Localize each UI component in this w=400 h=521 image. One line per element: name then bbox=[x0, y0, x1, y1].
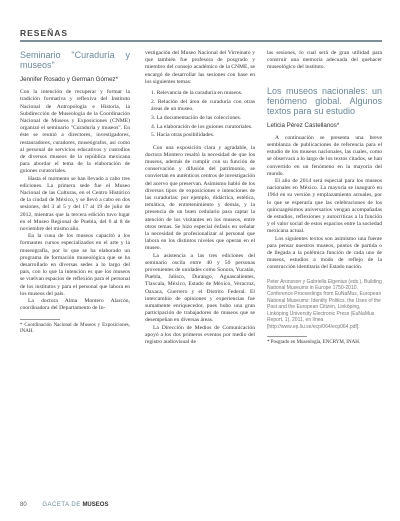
topic-item: 3. La documentación de las colecciones. bbox=[151, 114, 242, 121]
topic-item: 1. Relevancia de la curaduría en museos. bbox=[151, 90, 243, 97]
review2-paragraph: Los siguientes textos son asimismo una fuente para pensar nuestros museos, puntos de partida o de llegada a la polémica función de cada uno de museos, estudios a modo de reflejo de la construcción identitaria del Estado nación. bbox=[267, 235, 382, 271]
column2-intro: vestigación del Museo Nacional del Virreinato y que también fue profesora de posgrado y miembro del consejo académico de la CNME, se encargó de desarrollar las sesiones con base en los siguientes temas: bbox=[145, 50, 255, 85]
review2-title: Los museos nacionales: un fenómeno global. Algunos textos para su estudio bbox=[267, 85, 382, 116]
page-footer bbox=[20, 502, 108, 508]
review1-paragraph: La doctora Alma Montero Alarcón, coordinadora del Departamento de In- bbox=[20, 298, 130, 312]
review2-footnote: * Posgrado en Museología, ENCRYM, INAH. bbox=[267, 339, 361, 345]
review1-footnote: * Coordinación Nacional de Museos y Exposiciones, INAH. bbox=[20, 322, 130, 334]
review1-continuation: las sesiones, lo cual será de gran utilidad para construir una memoria adecuada del quehacer museológico del instituto. bbox=[267, 50, 382, 71]
column-1 bbox=[20, 50, 130, 335]
page-number: 80 bbox=[20, 502, 27, 508]
column2-paragraph: Con una exposición clara y agradable, la doctora Montero resaltó la necesidad de que los museos, además de cumplir con su función de conservación y difusión del patrimonio, se conviertan en auténticos centros de investigación del acervo que preservan. Asimismo habló de los diversos tipos de exposiciones e intenciones de las curadurías: por ejemplo, didáctica, estética, temática, de entretenimiento y demás, y la presencia de un buen cedulario para captar la atención de los visitantes en los museos, entre otros temas. Se hizo especial énfasis en señalar la necesidad de profesionalizar al personal que labora en los distintos niveles que operan en el museo. bbox=[145, 144, 255, 252]
header-rule bbox=[20, 40, 382, 42]
publication-name: MUSEOS bbox=[82, 502, 109, 508]
topics-list bbox=[151, 90, 255, 140]
topic-item: 5. Hacia otras posibilidades. bbox=[151, 132, 215, 139]
review1-title: Seminario "Curaduría y museos" bbox=[20, 50, 130, 70]
column2-paragraph: La asistencia a las tres ediciones del seminario oscila entre 40 y 50 personas provenientes de unidades como Sonora, Yucatán, Puebla, Jalisco, Durango, Aguascalientes, Tlaxcala, México, Estado de México, Veracruz, Oaxaca, Guerrero y el Distrito Federal. El intercambio de opiniones y experiencias fue sumamente enriquecedor, pues hubo una gran participación de trabajadores de museos que se desempeñan en diversas áreas. bbox=[145, 252, 255, 324]
review1-author: Jennifer Rosado y German Gómez* bbox=[20, 76, 119, 83]
footnote-rule bbox=[20, 319, 60, 320]
publication-prefix: GACETA DE bbox=[42, 502, 81, 508]
section-header: RESEÑAS bbox=[20, 28, 69, 38]
review1-paragraph: En la cuna de los museos capacitó a los formantes cursos especializados en el arte y la museografía, por lo que se ha elaborado un programa de formación museológica que se ha desarrollado en diversas sedes a lo largo del país, con lo que la intención es que los museos se vuelvan espacios de reflexión para el personal de los institutos y para el personal que labora en los museos del país. bbox=[20, 233, 130, 297]
review2-paragraph: El año de 2014 será especial para los museos nacionales en México. La mayoría se inauguró en 1964 en su versión y emplazamiento actuales, por lo que se esperaría que las celebraciones de los quincuagésimos aniversarios vengan acompañadas de estudios, reflexiones y autocríticas a la función y el valor social de estos espacios entre la sociedad mexicana actual. bbox=[267, 178, 382, 235]
review2-author: Leticia Pérez Castellanos* bbox=[267, 121, 340, 129]
column-3 bbox=[267, 50, 382, 346]
column2-paragraph: La Dirección de Medios de Comunicación apoyó a los dos primeros eventos por medio del registro audiovisual de bbox=[145, 324, 255, 346]
review1-paragraph: Hasta el momento se han llevado a cabo tres ediciones. La primera sede fue el Museo Nacional de las Culturas, en el Centro Histórico de la ciudad de México, y se llevó a cabo en dos sesiones, del 3 al 5 y del 17 al 19 de julio de 2012, mientras que la tercera edición tuvo lugar en el Museo Regional de Puebla, del 6 al 8 de noviembre del mismo año. bbox=[20, 175, 130, 233]
review2-paragraph: A continuación se presenta una breve semblanza de publicaciones de referencia para el estudio de los museos nacionales, las cuales, como se observará a lo largo de los textos citados, se han convertido en un fenómeno en la mayoría del mundo. bbox=[267, 134, 382, 177]
topic-item: 4. La elaboración de los guiones curatoriales. bbox=[151, 123, 253, 130]
bibliographic-reference: Peter Aronsson y Gabriella Elgenius (eds.), Building National Museums in Europe 1750-2010. Conference Proceedings from EuNaMus, European National Museums: Identity Politics, the Uses of the Past and the European Citizen, Linköping, Linköping University Electronic Press (EuNaMus Report, 1), 2011, en línea [http://www.ep.liu.se/ecp/064/ecp064.pdf]. bbox=[267, 278, 382, 330]
footnote-rule bbox=[267, 336, 307, 337]
topic-item: 2. Relación del área de curaduría con otras áreas de un museo. bbox=[151, 98, 255, 113]
column-2 bbox=[145, 50, 255, 346]
review1-paragraph: Con la intención de recuperar y formar la tradición formativa y reflexiva del Instituto Nacional de Antropología e Historia, la Subdirección de Museología de la Coordinación Nacional de Museos y Exposiciones (CNME) organizó el seminario "Curaduría y museos". En éste se reunió a directores, investigadores, restauradores, curadores, museógrafos, así como al personal de servicios educativos y custodios de diversos museos de la república mexicana para abordar el tema de la elaboración de guiones curatoriales. bbox=[20, 89, 130, 175]
